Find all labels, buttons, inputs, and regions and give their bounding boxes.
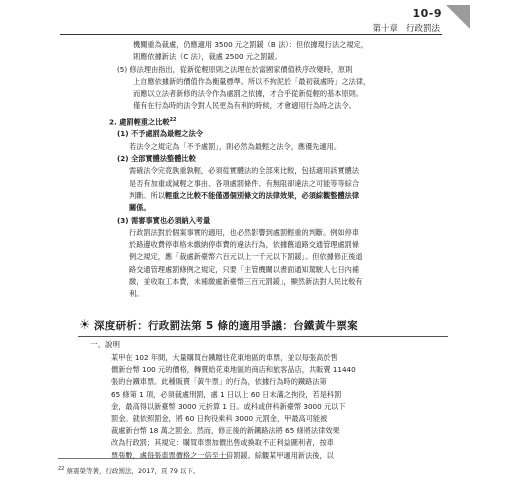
paragraph-line: 若法令之規定為「不予處罰」，則必然為最輕之法令，應優先適用。 <box>129 141 342 151</box>
paragraph-line: 需確法令完竟孰重孰輕，必須從實體法的全部來比較，包括適用該實體法 <box>129 166 360 176</box>
paragraph-line: 行政罰法對於個案事實的適用，也必然影響到處罰輕重的判斷。例如停車 <box>129 227 360 237</box>
item5-line: 上自應依據新的價值作為衡量標準。所以不拘泥於「最初裁處時」之法律， <box>133 76 371 86</box>
paragraph-line: 是否有加重或減輕之事由、各項處罰條件、有無阻卻違法之可能等等綜合 <box>129 178 360 188</box>
paragraph-line: 於路邊收費停車格未繳納停車費的違法行為，依據舊道路交通管理處罰條 <box>129 240 360 250</box>
case-line: 65 條第 1 項，必須裁處刑罰，處 1 日以上 60 日未滿之拘役，若是科罰 <box>111 389 342 399</box>
section-heading: 2. 處罰輕重之比較$^{22}$ <box>109 116 177 127</box>
footnote <box>58 466 199 475</box>
chapter-number: 第十章 <box>372 24 398 34</box>
paragraph-line: 繳，並收取工本費，未補繳處新臺幣三百元罰鍰」，顯然新法對人民比較有 <box>129 277 363 287</box>
paragraph-line: 路交通管理處罰條例之規定，只要「主管機關以書面通知駕駛人七日內補 <box>129 264 360 274</box>
footnote-ref: 22 <box>169 116 177 123</box>
body-text-top <box>109 39 409 301</box>
case-line: 罰金。就依照罰金，將 60 日拘役乘科 3000 元罰金，甲最高可能被 <box>111 414 328 424</box>
subheading: (1) 不予處罰為最輕之法令 <box>117 129 203 139</box>
footnote-rule <box>58 458 228 459</box>
running-title <box>364 22 440 34</box>
emphasis-text: 輕重之比較不能僅憑個別條文的法律效果，必須綜觀整體法律 <box>164 190 360 200</box>
page-number: 10-9 <box>412 7 442 20</box>
paragraph-line: 利。 <box>129 289 144 299</box>
paragraph-line: 機關重為裁處，仍應適用 3500 元之罰鍰（B 法）：但依據現行法之規定， <box>133 40 368 49</box>
deep-analysis-title: ☀ 深度研析：行政罰法第 5 條的適用爭議：台鐵黃牛票案 <box>79 318 358 333</box>
section-rule <box>78 336 448 337</box>
chapter-title: 行政罰法 <box>405 24 440 34</box>
paragraph-line: 例之規定，應「裁處新臺幣六百元以上一千元以下罰鍰」。但依據修正後道 <box>129 252 363 262</box>
footnote-mark: 22 <box>58 466 65 472</box>
item5-line: (5) 修法理由指出，從新從輕原則之法理在於當國家價值秩序改變時，原則 <box>117 64 353 74</box>
paragraph-line: 判斷。所以輕重之比較不能僅憑個別條文的法律效果，必須綜觀整體法律 <box>129 190 360 200</box>
corner-tab-triangle <box>446 5 470 29</box>
paragraph-line: 則應依據新法（C 法），裁處 2500 元之罰鍰。 <box>133 52 282 62</box>
case-line: 改為行政罰；其規定：購買車票加價出售或換取不正利益圖利者，按車 <box>111 438 334 448</box>
section-label: 一、說明 <box>90 340 120 349</box>
emphasis-text: 關係。 <box>129 203 151 213</box>
case-line: 價新台幣 100 元的價格，轉賣給花東地區的商店和旅客品店，共販賣 11440 <box>111 365 356 375</box>
case-line: 票張數，處每張車票價格之一倍至十倍罰鍰。綜觀某甲適用新法後，以 <box>111 450 334 460</box>
item5-line: 而應以立法者新修的法令作為處罰之依據，才合乎從新從輕的基本原則。 <box>133 89 364 99</box>
sun-icon: ☀ <box>79 318 91 333</box>
case-line: 金，最高得以新臺幣 3000 元折算 1 日。或科或併科新臺幣 3000 元以下 <box>111 401 346 411</box>
case-line: 裁處新台幣 18 萬之罰金。然而，修正後的新鐵路法將 65 條將法律效果 <box>111 426 340 436</box>
case-line: 某甲在 102 年間，大量購買台鐵贈往花東地區的車票，並以每張高於售 <box>111 353 338 362</box>
header-rule <box>60 34 442 35</box>
case-description <box>111 352 411 462</box>
case-line: 張的台鐵車票。此種販賣「黃牛票」的行為，依據行為時的鐵路法第 <box>111 377 327 387</box>
subheading: (3) 需審事實也必須納入考量 <box>117 215 211 225</box>
item5-line: 僅有在行為時的法令對人民更為有利的時候，才會適用行為時之法令。 <box>133 101 356 111</box>
subheading: (2) 全部實體法整體比較 <box>117 154 196 164</box>
footnote-text: 蔡震榮等著，行政罰法，2017，頁 79 以下。 <box>66 467 200 476</box>
